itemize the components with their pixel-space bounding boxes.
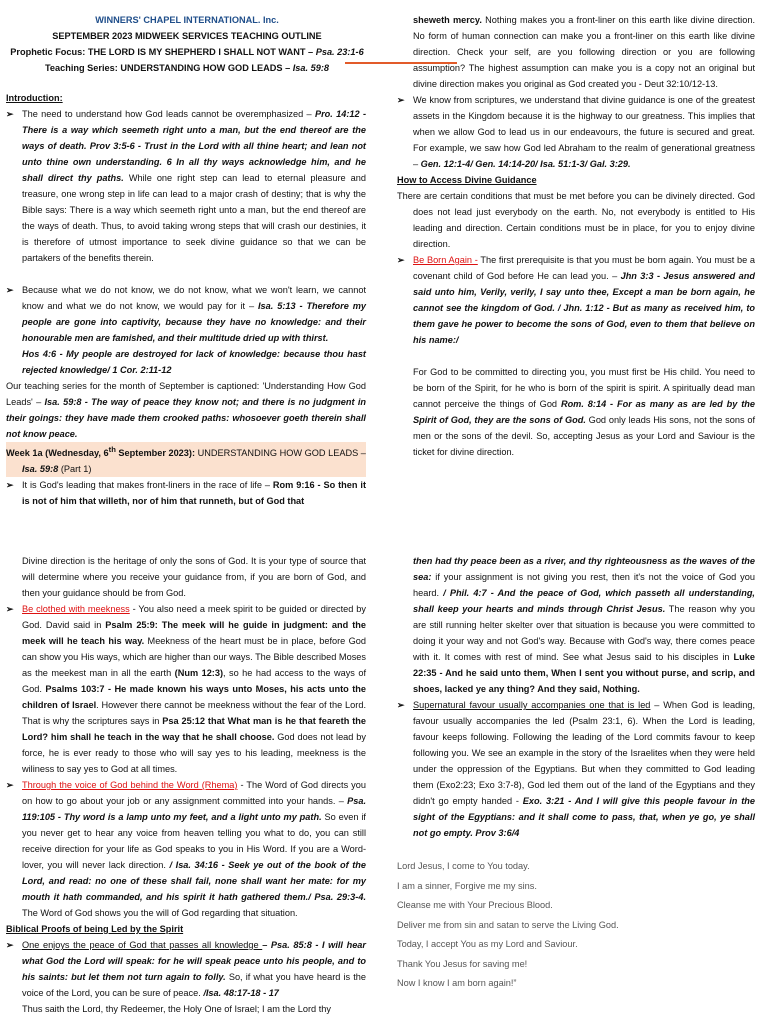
- arrow-bullet-icon: ➢: [6, 940, 14, 950]
- arrow-bullet-icon: ➢: [6, 604, 14, 614]
- born-again-bullet: ➢ Be Born Again - The first prerequisite is that you must be born again. You must be a covenant child of God before He can lead you. – Jhn 3:3 - Jesus answered and said unto him, Verily, verily, I say unto thee, Except a man be born again, he cannot see the kingdom of God. / Jhn. 1:12 - But as many as received him, to them gave he power to become the sons of God, even to them that believe on his name:/: [397, 252, 755, 348]
- intro-bullet-2: ➢ Because what we do not know, we do not know, what we won't learn, we cannot know and what we do not know, we would pay for it – Isa. 5:13 - Therefore my people are gone into captivity, because they have no knowledge: and their honourable men are famished, and their multitude dried up with thirst. Hos 4:6 - My people are destroyed for lack of knowledge: because thou hast rejected knowledge/ 1 Cor. 2:11-12: [6, 282, 366, 378]
- right-top-section: [397, 12, 755, 460]
- prayer-line: Today, I accept You as my Lord and Saviour.: [397, 939, 578, 949]
- introduction-section: Introduction: ➢ The need to understand how God leads cannot be overemphasized – Pro. 14:12 - There is a way which seemeth right unto a man, but the end thereof are the ways of death. Prov 3:5-6 - Trust in the Lord with all thine heart; and lean not unto thine own understanding. 6 In all thy ways acknowledge him, and he shall direct thy paths. While one right step can lead to eternal pleasure and treasure, one wrong step in life can lead to a major crash of destiny; that is why the Bible says: There is a way which seemeth right unto a man, but the end thereof are the ways of death. Thus, to avoid taking wrong steps that will crash our destinies, it is therefore of utmost importance to seek divine guidance so that we can be partakers of the benefits therein. ➢ Because what we do not know, we do not know, what we won't learn, we cannot know and what we do not know, we would pay for it – Isa. 5:13 - Therefore my people are gone into captivity, because they have no knowledge: and their honourable men are famished, and their multitude dried up with thirst. Hos 4:6 - My people are destroyed for lack of knowledge: because thou hast rejected knowledge/ 1 Cor. 2:11-12 Our teaching series for the month of September is captioned: 'Understanding How God Leads' – Isa. 59:8 - The way of peace they know not; and there is no judgment in their goings: they have made them crooked paths: whosoever goeth therein shall not know peace. Week 1a (Wednesday, 6th September 2023): UNDERSTANDING HOW GOD LEADS – Isa. 59:8 (Part 1) ➢ It is God's leading that makes front-liners in the race of life – Rom 9:16 - So then it is not of him that willeth, nor of him that runneth, but of God that: [6, 90, 366, 509]
- child-of-god-paragraph: For God to be committed to directing you, you must first be His child. You need to be born of the Spirit, for he who is born of the spirit is spirit. A spiritually dead man cannot perceive the things of God Rom. 8:14 - For as many as are led by the Spirit of God, they are the sons of God. God only leads His sons, not the sons of men or the sons of the devil. So, accepting Jesus as your Lord and Saviour is the ticket for divine direction.: [413, 367, 755, 457]
- peace-bullet: ➢ One enjoys the peace of God that passes all knowledge – Psa. 85:8 - I will hear what God the Lord will speak: for he will speak peace unto his people, and to his saints: but let them not turn again to folly. So, if what you have heard is the voice of the Lord, you can be sure of peace. /Isa. 48:17-18 - 17 Thus saith the Lord, thy Redeemer, the Holy One of Israel; I am the Lord thy: [6, 937, 366, 1017]
- prayer-line: Deliver me from sin and satan to serve the Living God.: [397, 919, 619, 930]
- peace-continued-paragraph: then had thy peace been as a river, and thy righteousness as the waves of the sea: if your assignment is not giving you rest, then it's not the voice of God you heard. / Phil. 4:7 - And the peace of God, which passeth all understanding, shall keep your hearts and minds through Christ Jesus. The reason why you are still running helter skelter over that situation is because you were committed to doing it your way and not God's way. Because with God's way, there comes peace with it. It comes with rest of mind. See what Jesus said to his disciples in Luke 22:35 - And he said unto them, When I sent you without purse, and scrip, and shoes, lacked ye any thing? And they said, Nothing.: [413, 556, 755, 694]
- outline-title: SEPTEMBER 2023 MIDWEEK SERVICES TEACHING OUTLINE: [52, 31, 322, 41]
- right-bottom-section: [397, 553, 755, 994]
- arrow-bullet-icon: ➢: [6, 780, 14, 790]
- week-heading: Week 1a (Wednesday, 6th September 2023): UNDERSTANDING HOW GOD LEADS –: [6, 442, 366, 461]
- arrow-bullet-icon: ➢: [6, 285, 14, 295]
- prayer-line: I am a sinner, Forgive me my sins.: [397, 880, 537, 891]
- arrow-bullet-icon: ➢: [397, 700, 405, 710]
- intro-bullet-3: ➢ It is God's leading that makes front-liners in the race of life – Rom 9:16 - So then it is not of him that willeth, nor of him that runneth, but of God that: [6, 477, 366, 509]
- prayer-line: Thank You Jesus for saving me!: [397, 958, 528, 969]
- meekness-bullet: ➢ Be clothed with meekness - You also need a meek spirit to be guided or directed by God. David said in Psalm 25:9: The meek will he guide in judgment: and the meek will he teach his way. Meekness of the heart must be in place, before God can show you His ways, which are higher than our ways. The Bible described Moses as the meekest man in all the earth (Num 12:3), so he had access to the ways of God. Psalms 103:7 - He made known his ways unto Moses, his acts unto the children of Israel. However there cannot be meekness without the fear of the Lord. That is why the scriptures says in Psa 25:12 that What man is he that feareth the Lord? him shall he teach in the way that he shall choose. God does not lead by force, he is ever ready to those who will say yes to his leading, meekness is the wiliness to say yes to God at all times.: [6, 601, 366, 777]
- guidance-bullet: ➢ We know from scriptures, we understand that divine guidance is one of the greatest assets in the Kingdom because it is the highway to our greatness. This implies that when we allow God to lead us in our endeavours, the future is secured and great. For example, we saw how God led Abraham to the realm of generational greatness – Gen. 12:1-4/ Gen. 14:14-20/ Isa. 51:1-3/ Gal. 3:29.: [397, 92, 755, 172]
- salvation-prayer: [397, 857, 755, 994]
- rhema-bullet: ➢ Through the voice of God behind the Word (Rhema) - The Word of God directs you on how to go about your job or any assignment committed into your hands. – Psa. 119:105 - Thy word is a lamp unto my feet, and a light unto my path. So even if you never get to hear any voice from heaven telling you what to do, you can still receive direction for your life as God speaks to you in His Word. If you are a Word-lover, you will never lack direction. / Isa. 34:16 - Seek ye out of the book of the Lord, and read: no one of these shall fail, none shall want her mate: for my mouth it hath commanded, and his spirit it hath gathered them./ Psa. 29:3-4. The Word of God shows you the will of God regarding that situation.: [6, 777, 366, 921]
- outline-header: [6, 12, 368, 76]
- arrow-bullet-icon: ➢: [6, 109, 14, 119]
- series-caption: Our teaching series for the month of September is captioned: 'Understanding How God Leads' – Isa. 59:8 - The way of peace they know not; and there is no judgment in their goings: they have made them crooked paths: whosoever goeth therein shall not know peace.: [6, 381, 366, 439]
- teaching-series: Teaching Series: UNDERSTANDING HOW GOD LEADS – Isa. 59:8: [44, 63, 330, 73]
- mercy-paragraph: sheweth mercy. Nothing makes you a front-liner on this earth like divine direction. No form of human connection can make you a front-liner on this earth like divine direction. Check your self, are you following direction or you are following assumption? The highest assumption can make you is a copy not an original but divine direction makes you original as God created you - Deut 32:10/12-13.: [413, 15, 755, 89]
- arrow-bullet-icon: ➢: [397, 95, 405, 105]
- access-guidance-heading: How to Access Divine Guidance: [397, 175, 537, 185]
- biblical-proofs-heading: Biblical Proofs of being Led by the Spirit: [6, 924, 184, 934]
- prayer-line: Now I know I am born again!”: [397, 978, 517, 988]
- favour-bullet: ➢ Supernatural favour usually accompanies one that is led – When God is leading, favour usually accompanies the led (Psalm 23:1, 6). When the Lord is leading, favour keeps following. Following the leading of the Lord commits favour to keep following you. We see an example in the story of the Israelites when they were held under the oppression of the Egyptians. But when they committed to God leading them (Exo2:23; Exo 3:7-8), God led them out of the land of the Egyptians and they didn't go empty handed - Exo. 3:21 - And I will give this people favour in the sight of the Egyptians: and it shall come to pass, that, when ye go, ye shall not go empty. Prov 3:6/4: [397, 697, 755, 841]
- heritage-paragraph: Divine direction is the heritage of only the sons of God. It is your type of source that will determine where you receive your guidance from, if you are born of God, and then your guidance should be from God.: [22, 556, 366, 598]
- prayer-line: Cleanse me with Your Precious Blood.: [397, 900, 553, 910]
- prayer-line: Lord Jesus, I come to You today.: [397, 861, 530, 871]
- intro-bullet-1: ➢ The need to understand how God leads cannot be overemphasized – Pro. 14:12 - There is a way which seemeth right unto a man, but the end thereof are the ways of death. Prov 3:5-6 - Trust in the Lord with all thine heart; and lean not unto thine own understanding. 6 In all thy ways acknowledge him, and he shall direct thy paths. While one right step can lead to eternal pleasure and treasure, one wrong step in life can lead to a major crash of destiny; that is why the Bible says: There is a way which seemeth right unto a man, but the end thereof are the ways of death. Thus, to avoid taking wrong steps that will crash our destinies, it is therefore of utmost importance to seek divine guidance so that we can be partakers of the benefits therein.: [6, 106, 366, 266]
- arrow-bullet-icon: ➢: [6, 480, 14, 491]
- left-bottom-section: [6, 553, 366, 1017]
- church-name: WINNERS' CHAPEL INTERNATIONAL. Inc.: [95, 15, 279, 25]
- arrow-bullet-icon: ➢: [397, 255, 405, 265]
- conditions-paragraph: There are certain conditions that must be met before you can be divinely directed. God does not lead just everybody on the earth. No, not everybody is entitled to His leading and direction. Certain conditions must be in place, for you to enjoy divine direction.: [397, 191, 755, 249]
- prophetic-focus: Prophetic Focus: THE LORD IS MY SHEPHERD I SHALL NOT WANT – Psa. 23:1-6: [10, 47, 364, 57]
- introduction-heading: Introduction:: [6, 93, 63, 103]
